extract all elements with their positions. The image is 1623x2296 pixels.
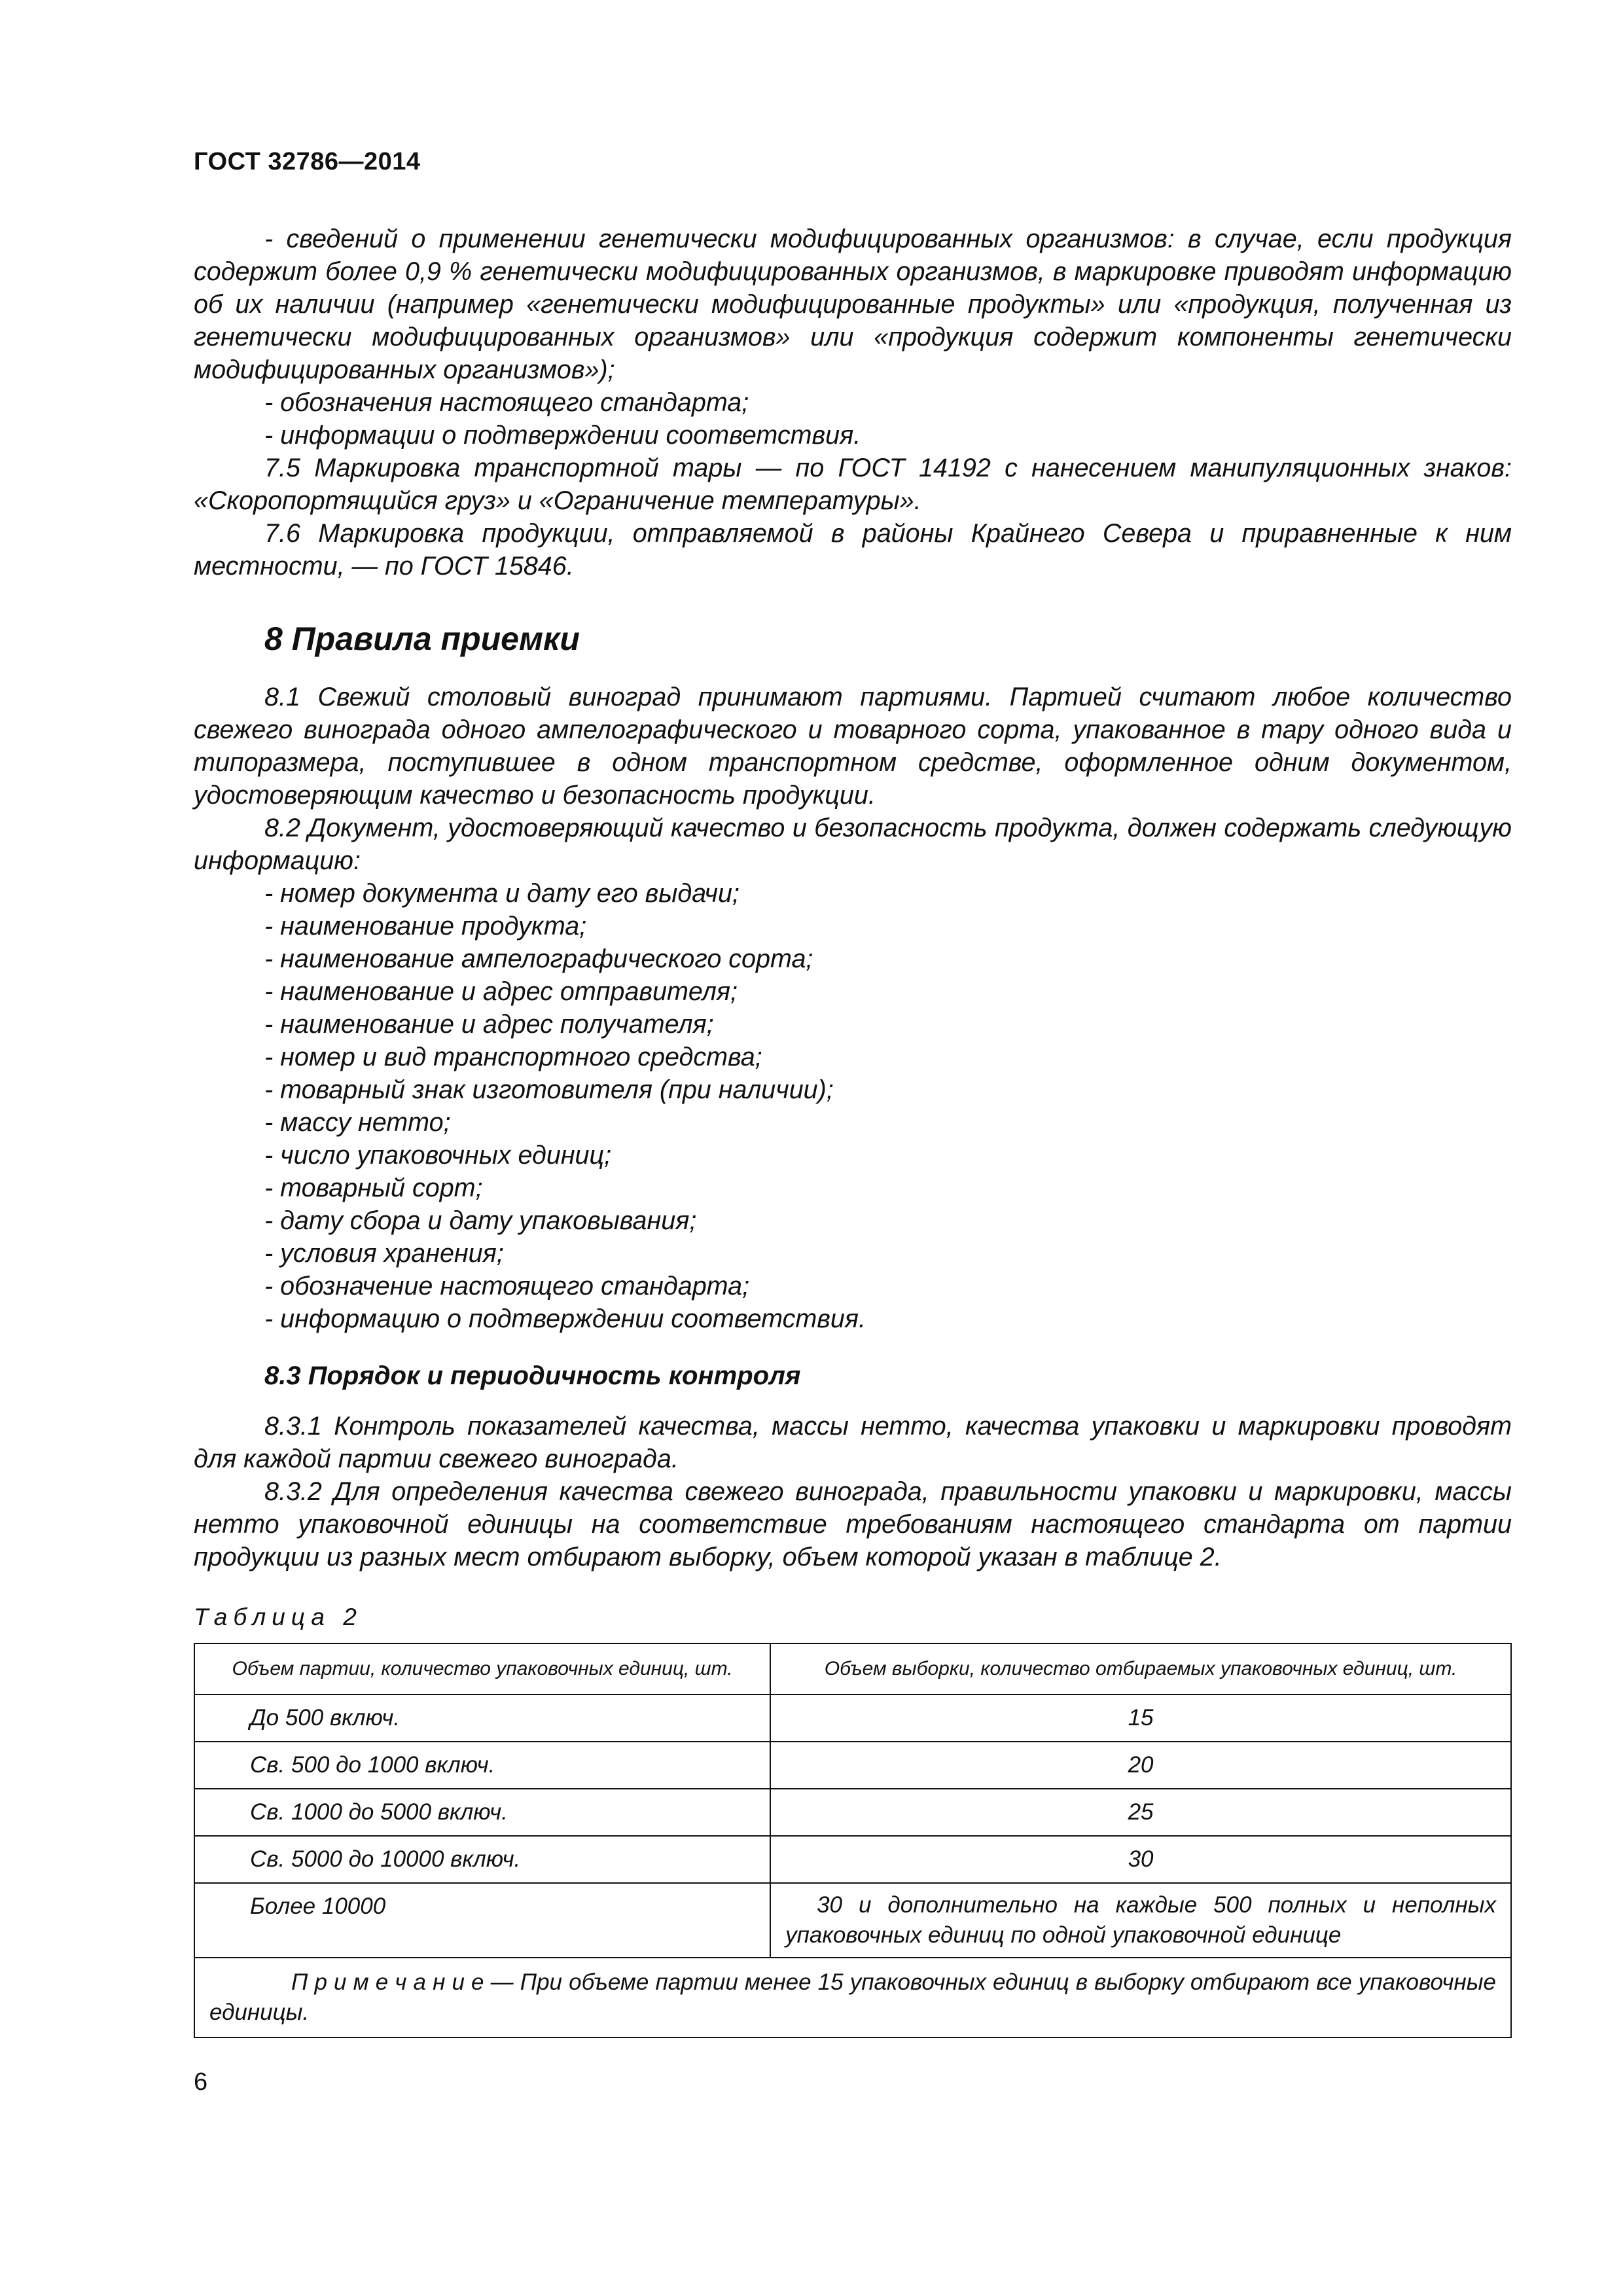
document-header: ГОСТ 32786—2014 [194, 148, 421, 175]
table-header-row [194, 1643, 1511, 1695]
table-row [194, 1789, 1511, 1836]
table-row [194, 1695, 1511, 1742]
document-body [194, 223, 1512, 2038]
page-number: 6 [194, 2068, 208, 2096]
list-item: - условия хранения; [264, 1239, 504, 1268]
table-header-cell: Объем партии, количество упаковочных единиц, шт. [194, 1643, 770, 1695]
list-item: - номер документа и дату его выдачи; [264, 879, 740, 908]
paragraph-gmo: - сведений о применении генетически модифицированных организмов: в случае, если продукция содержит более 0,9 % генетически модифицированных организмов, в маркировке приводят информацию об их наличии (например «генетически модифицированные продукты» или «продукция, полученная из генетически модифицированных организмов» или «продукция содержит компоненты генетически модифицированных организмов»); [194, 224, 1512, 384]
list-item: - наименование продукта; [264, 912, 587, 941]
list-item: - обозначения настоящего стандарта; [264, 388, 749, 417]
list-item: - дату сбора и дату упаковывания; [264, 1206, 697, 1235]
section-8-title: 8 Правила приемки [264, 620, 580, 657]
list-item: - наименование и адрес отправителя; [264, 977, 738, 1006]
table-header-cell: Объем выборки, количество отбираемых упаковочных единиц, шт. [770, 1643, 1511, 1695]
table-cell: 30 [770, 1836, 1511, 1883]
paragraph-8-2: 8.2 Документ, удостоверяющий качество и безопасность продукта, должен содержать следующую информацию: [194, 814, 1512, 875]
list-item: - массу нетто; [264, 1108, 451, 1137]
table-cell: Св. 1000 до 5000 включ. [194, 1789, 770, 1836]
paragraph-8-1: 8.1 Свежий столовый виноград принимают партиями. Партией считают любое количество свежего винограда одного ампелографического и товарного сорта, упакованное в тару одного вида и типоразмера, поступившее в одном транспортном средстве, оформленное одним документом, удостоверяющим качество и безопасность продукции. [194, 683, 1512, 810]
table-cell: Более 10000 [194, 1883, 770, 1958]
table-row [194, 1836, 1511, 1883]
table-cell: До 500 включ. [194, 1695, 770, 1742]
table-row [194, 1742, 1511, 1789]
table-cell: Св. 5000 до 10000 включ. [194, 1836, 770, 1883]
table-note: П р и м е ч а н и е — При объеме партии менее 15 упаковочных единиц в выборку отбирают все упаковочные единицы. [194, 1958, 1511, 2037]
table-cell: 30 и дополнительно на каждые 500 полных и неполных упаковочных единиц по одной упаковочной единице [770, 1883, 1511, 1958]
list-item: - наименование ампелографического сорта; [264, 944, 813, 973]
list-item: - число упаковочных единиц; [264, 1141, 612, 1170]
paragraph-8-3-1: 8.3.1 Контроль показателей качества, массы нетто, качества упаковки и маркировки проводят для каждой партии свежего винограда. [194, 1412, 1512, 1473]
list-item: - информацию о подтверждении соответствия. [264, 1304, 866, 1333]
table-cell: 15 [770, 1695, 1511, 1742]
list-item: - наименование и адрес получателя; [264, 1010, 714, 1039]
paragraph-8-3-2: 8.3.2 Для определения качества свежего винограда, правильности упаковки и маркировки, массы нетто упаковочной единицы на соответствие требованиям настоящего стандарта от партии продукции из разных мест отбирают выборку, объем которой указан в таблице 2. [194, 1477, 1512, 1571]
table-note-row [194, 1958, 1511, 2037]
table-cell: 20 [770, 1742, 1511, 1789]
subsection-8-3-title: 8.3 Порядок и периодичность контроля [264, 1361, 801, 1390]
table-2 [194, 1643, 1512, 2038]
list-item: - товарный знак изготовителя (при наличии); [264, 1075, 834, 1104]
table-cell: 25 [770, 1789, 1511, 1836]
list-item: - обозначение настоящего стандарта; [264, 1272, 750, 1300]
table-caption: Таблица 2 [194, 1604, 363, 1630]
table-cell: Св. 500 до 1000 включ. [194, 1742, 770, 1789]
paragraph-7-5: 7.5 Маркировка транспортной тары — по ГОСТ 14192 с нанесением манипуляционных знаков: «Скоропортящийся груз» и «Ограничение температуры». [194, 454, 1512, 515]
table-row [194, 1883, 1511, 1958]
list-item: - товарный сорт; [264, 1174, 483, 1202]
list-item: - номер и вид транспортного средства; [264, 1043, 762, 1071]
paragraph-7-6: 7.6 Маркировка продукции, отправляемой в районы Крайнего Севера и приравненные к ним местности, — по ГОСТ 15846. [194, 519, 1512, 581]
list-item: - информации о подтверждении соответствия. [264, 421, 861, 450]
